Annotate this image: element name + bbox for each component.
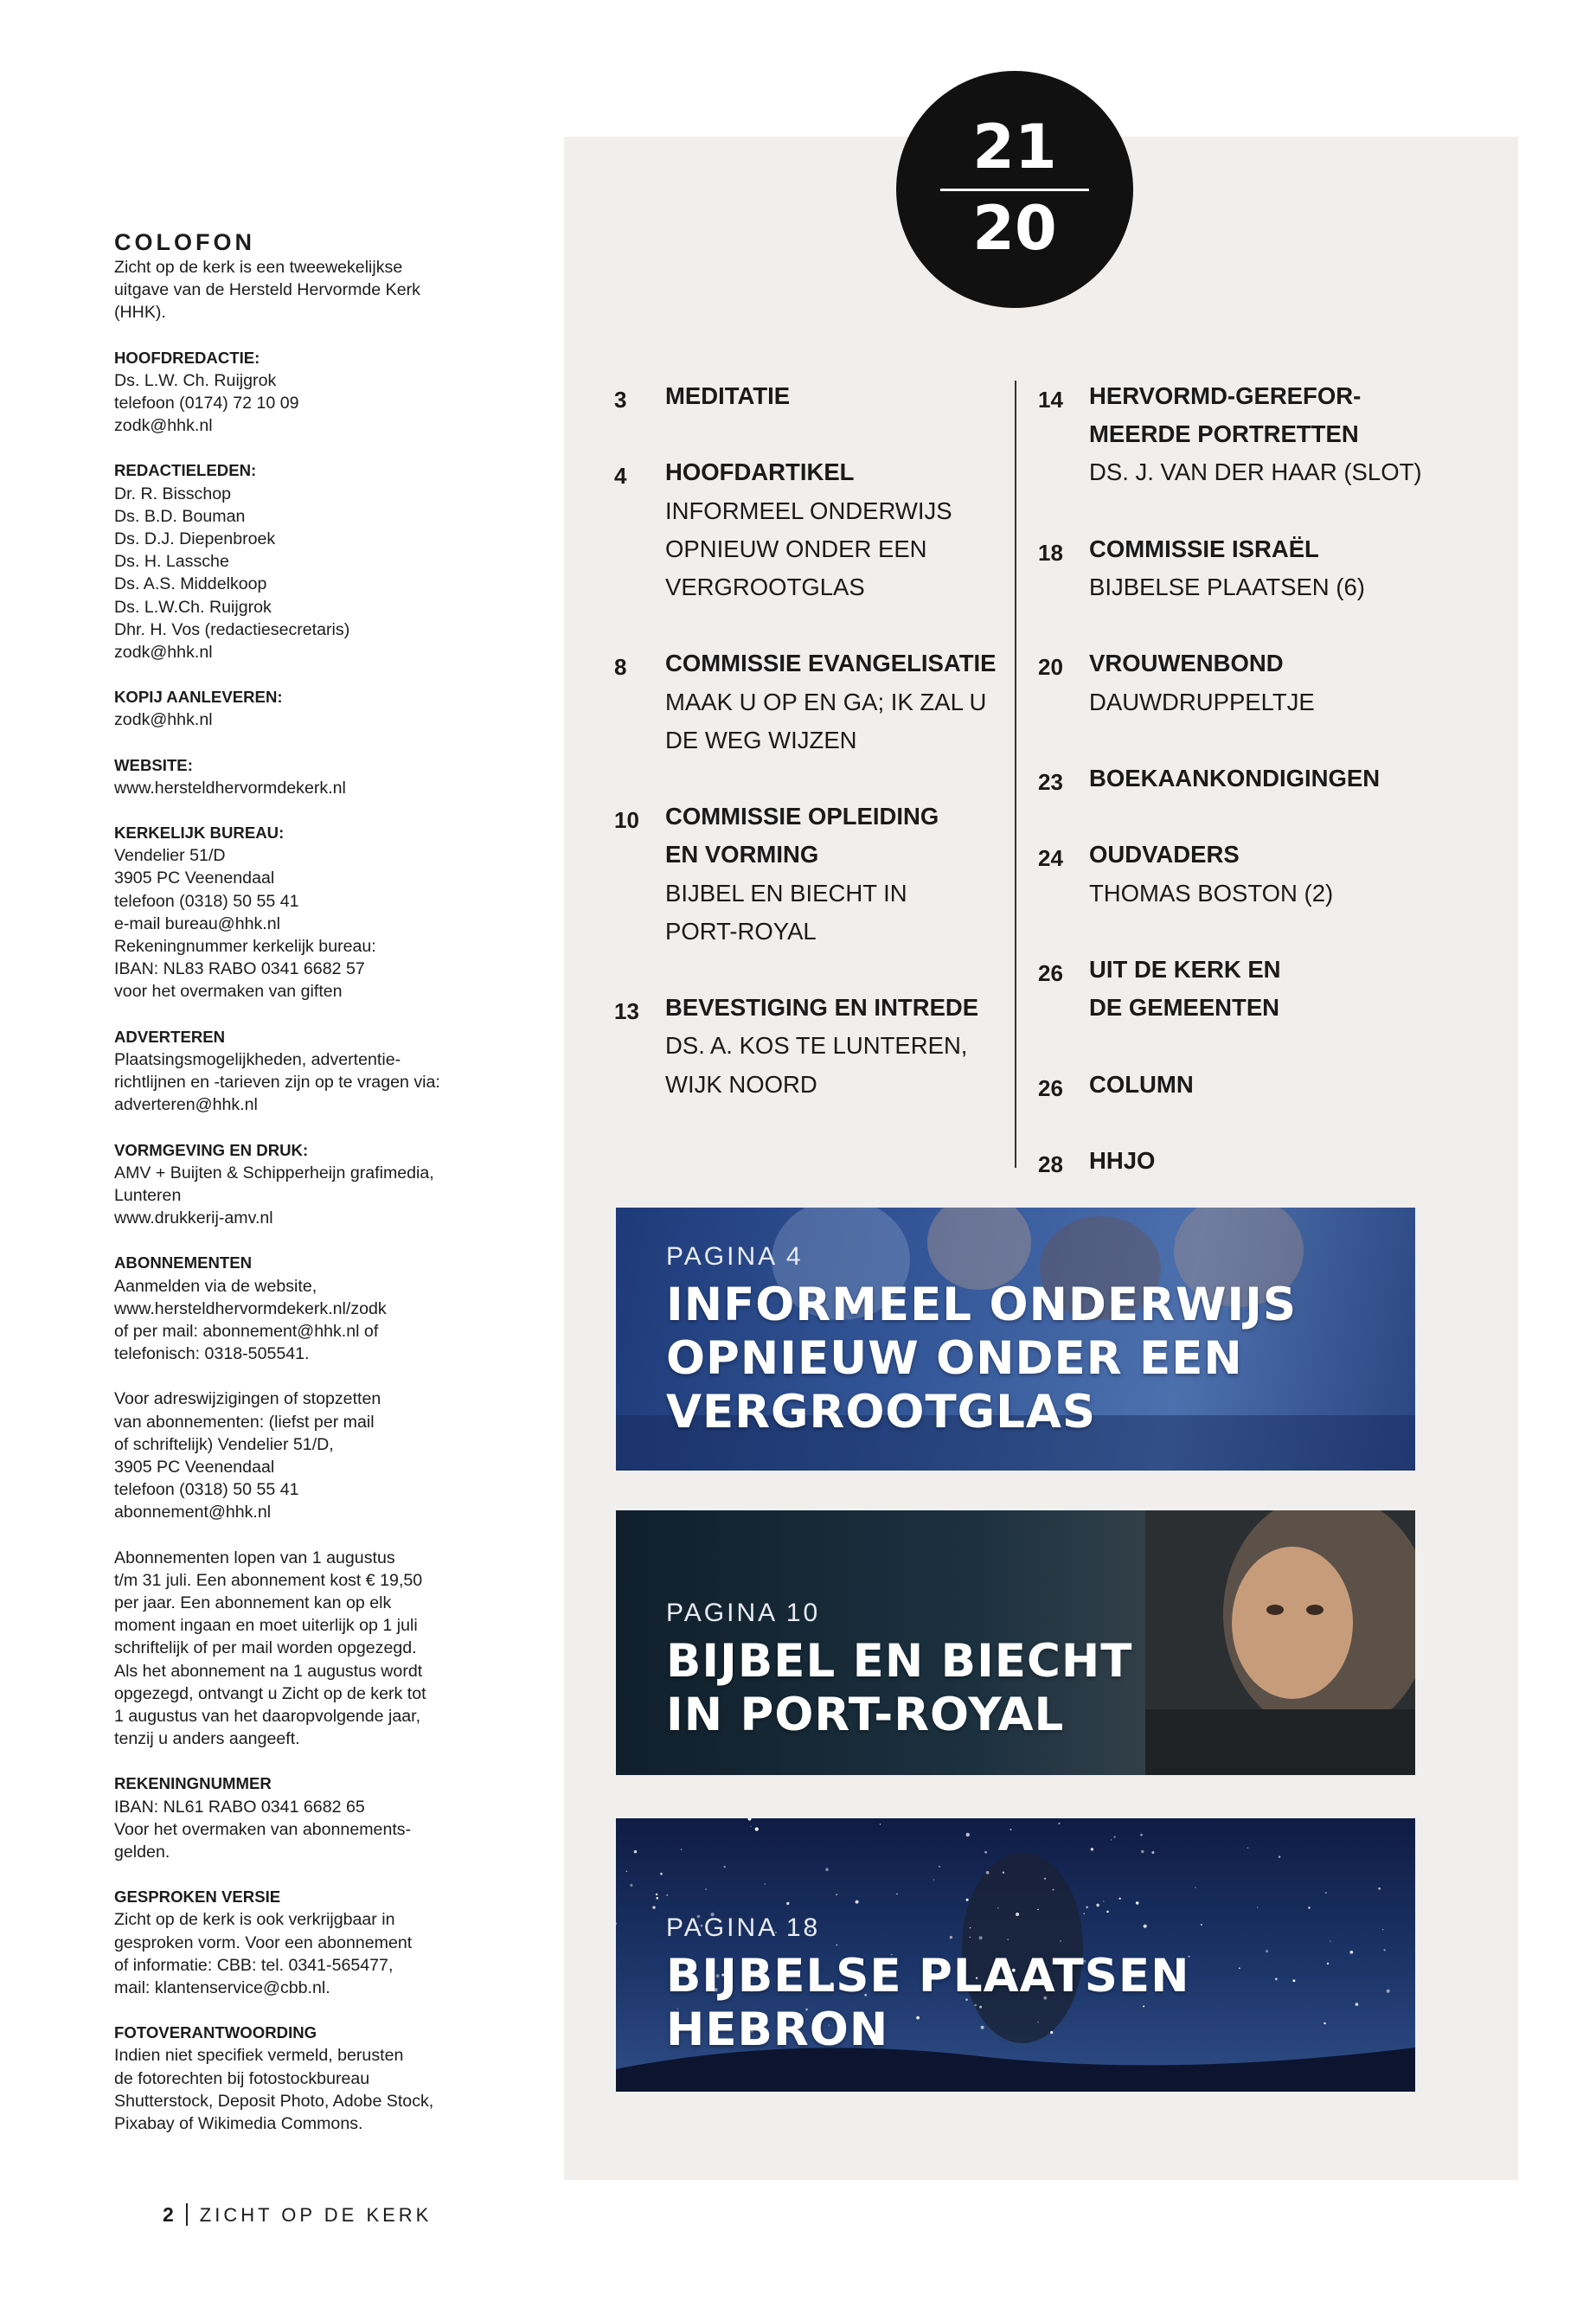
colofon-line: Dr. R. Bisschop xyxy=(114,484,232,503)
star-icon xyxy=(966,1899,969,1901)
issue-number-bottom: 20 xyxy=(972,193,1057,264)
toc-divider xyxy=(1015,381,1016,1168)
colofon-section-heading: ABONNEMENTEN xyxy=(114,1253,253,1272)
star-icon xyxy=(755,1827,759,1830)
toc-entry-text xyxy=(665,453,952,606)
toc-page-number: 24 xyxy=(1038,845,1063,872)
toc-title: VROUWENBOND xyxy=(1089,650,1284,677)
toc-entry-text xyxy=(1089,1142,1155,1180)
toc-subtitle: MAAK U OP EN GA; IK ZAL U xyxy=(665,688,987,715)
toc-subtitle: DAUWDRUPPELTJE xyxy=(1089,688,1315,715)
footer-divider xyxy=(186,2203,188,2226)
colofon-line: Als het abonnement na 1 augustus wordt xyxy=(114,1661,423,1681)
star-icon xyxy=(765,1883,766,1884)
colofon-title: COLOFON xyxy=(114,229,255,255)
banner-title-line: HEBRON xyxy=(666,2003,889,2056)
colofon-section-heading: KERKELIJK BUREAU: xyxy=(114,824,285,843)
star-icon xyxy=(1349,1951,1353,1954)
star-icon xyxy=(681,1849,683,1850)
colofon-line: www.drukkerij-amv.nl xyxy=(114,1208,273,1228)
colofon-line: Pixabay of Wikimedia Commons. xyxy=(114,2114,363,2134)
toc-title: EN VORMING xyxy=(665,841,819,868)
colofon-sections xyxy=(114,347,478,2136)
star-icon xyxy=(1325,1892,1327,1894)
banner-title-line: INFORMEEL ONDERWIJS xyxy=(666,1279,1298,1331)
toc-subtitle: BIJBEL EN BIECHT IN xyxy=(665,879,907,907)
star-icon xyxy=(1387,1990,1390,1993)
toc-page-number: 18 xyxy=(1038,539,1063,566)
star-icon xyxy=(1239,1967,1240,1969)
colofon-line: Ds. L.W.Ch. Ruijgrok xyxy=(114,597,272,617)
page-footer xyxy=(163,2202,432,2227)
star-icon xyxy=(1384,1949,1386,1951)
star-icon xyxy=(1058,1823,1060,1824)
star-icon xyxy=(616,1923,617,1926)
colofon-line: Dhr. H. Vos (redactiesecretaris) xyxy=(114,619,350,639)
colofon-section xyxy=(114,1772,478,1863)
banner-title-line: IN PORT-ROYAL xyxy=(666,1689,1065,1741)
toc-page-number: 4 xyxy=(614,463,627,490)
banner-title xyxy=(666,1950,1189,2057)
star-icon xyxy=(1266,1950,1268,1952)
star-icon xyxy=(880,1823,881,1824)
colofon-line: mail: klantenservice@cbb.nl. xyxy=(114,1978,330,1997)
star-icon xyxy=(748,1818,752,1821)
colofon-section-heading: FOTOVERANTWOORDING xyxy=(114,2023,317,2042)
colofon-section-heading: HOOFDREDACTIE: xyxy=(114,348,260,367)
star-icon xyxy=(1382,1929,1383,1930)
star-icon xyxy=(1086,1907,1088,1908)
star-icon xyxy=(1275,1977,1278,1980)
star-icon xyxy=(1053,1889,1054,1891)
star-icon xyxy=(984,1851,987,1854)
banner-page-label: PAGINA 4 xyxy=(666,1242,804,1271)
toc-title: BEVESTIGING EN INTREDE xyxy=(665,994,979,1022)
star-icon xyxy=(1141,1850,1144,1853)
colofon-section xyxy=(114,686,478,731)
colofon-line: of informatie: CBB: tel. 0341-565477, xyxy=(114,1955,394,1975)
banner-title-line: OPNIEUW ONDER EEN xyxy=(666,1332,1243,1385)
toc-page-number: 20 xyxy=(1038,654,1063,681)
banner-title xyxy=(666,1635,1132,1742)
star-icon xyxy=(652,1906,655,1908)
colofon-line: 1 augustus van het daaropvolgende jaar, xyxy=(114,1706,421,1726)
colofon-line: Plaatsingsmogelijkheden, advertentie- xyxy=(114,1049,401,1069)
toc-page-number: 14 xyxy=(1038,387,1063,413)
star-icon xyxy=(1111,1839,1112,1840)
colofon-line: adverteren@hhk.nl xyxy=(114,1095,258,1115)
star-icon xyxy=(1060,1940,1061,1942)
toc-title: UIT DE KERK EN xyxy=(1089,956,1281,983)
toc-subtitle: VERGROOTGLAS xyxy=(665,574,865,600)
star-icon xyxy=(1007,1939,1009,1940)
colofon-line: Ds. H. Lassche xyxy=(114,552,229,572)
star-icon xyxy=(1044,1878,1046,1880)
toc-title: HERVORMD-GEREFOR- xyxy=(1089,382,1362,409)
star-icon xyxy=(1113,1836,1115,1837)
toc-title: COMMISSIE ISRAËL xyxy=(1089,535,1319,562)
toc-title: COMMISSIE OPLEIDING xyxy=(665,803,939,830)
toc-subtitle: THOMAS BOSTON (2) xyxy=(1089,879,1334,907)
banner-title-line: BIJBELSE PLAATSEN xyxy=(666,1950,1190,2003)
colofon-intro-line: Zicht op de kerk is een tweewekelijkse xyxy=(114,258,403,277)
colofon-intro xyxy=(114,256,478,324)
colofon-line: Lunteren xyxy=(114,1185,182,1205)
star-icon xyxy=(939,1866,940,1868)
banner-port-royal[interactable] xyxy=(616,1510,1415,1775)
colofon-section xyxy=(114,2022,478,2135)
toc-subtitle: OPNIEUW ONDER EEN xyxy=(665,535,927,562)
toc-entry-text xyxy=(1089,1066,1194,1104)
star-icon xyxy=(950,1936,952,1939)
colofon-line: telefoon (0174) 72 10 09 xyxy=(114,394,299,413)
colofon-section-heading: GESPROKEN VERSIE xyxy=(114,1888,281,1907)
star-icon xyxy=(1356,2003,1359,2006)
toc-page-number: 26 xyxy=(1038,960,1063,986)
toc-subtitle: DS. A. KOS TE LUNTEREN, xyxy=(665,1032,968,1060)
toc-title: HOOFDARTIKEL xyxy=(665,458,855,486)
colofon-section xyxy=(114,1252,478,1365)
colofon-line: Ds. L.W. Ch. Ruijgrok xyxy=(114,370,277,390)
star-icon xyxy=(933,1879,934,1880)
colofon-line: Vendelier 51/D xyxy=(114,846,226,866)
colofon-line: Indien niet specifiek vermeld, berusten xyxy=(114,2046,404,2066)
colofon-section-heading: REKENINGNUMMER xyxy=(114,1774,272,1793)
toc-entry-text xyxy=(1089,530,1365,606)
colofon xyxy=(114,229,478,2157)
colofon-line: www.hersteldhervormdekerk.nl xyxy=(114,778,346,798)
banner-onderwijs[interactable] xyxy=(616,1208,1415,1471)
star-icon xyxy=(1324,2022,1325,2024)
star-icon xyxy=(630,1884,632,1887)
toc-page-number: 26 xyxy=(1038,1074,1063,1101)
colofon-section xyxy=(114,1547,478,1751)
banner-hebron[interactable] xyxy=(616,1818,1415,2092)
star-icon xyxy=(1279,1856,1280,1857)
toc-title: DE GEMEENTEN xyxy=(1089,994,1280,1022)
toc-title: COMMISSIE EVANGELISATIE xyxy=(665,650,997,677)
star-icon xyxy=(1144,1925,1147,1928)
star-icon xyxy=(836,1894,837,1895)
colofon-line: zodk@hhk.nl xyxy=(114,643,213,663)
colofon-line: Rekeningnummer kerkelijk bureau: xyxy=(114,937,376,957)
toc-title: HHJO xyxy=(1089,1147,1156,1174)
star-icon xyxy=(1003,1872,1004,1874)
colofon-section-heading: KOPIJ AANLEVEREN: xyxy=(114,688,283,707)
colofon-section xyxy=(114,754,478,799)
toc-subtitle: WIJK NOORD xyxy=(665,1070,817,1098)
colofon-line: of per mail: abonnement@hhk.nl of xyxy=(114,1321,379,1341)
star-icon xyxy=(1103,1900,1104,1901)
colofon-line: telefonisch: 0318-505541. xyxy=(114,1344,310,1364)
star-icon xyxy=(1016,1913,1019,1916)
colofon-section xyxy=(114,822,478,1003)
toc-entry-text xyxy=(665,989,978,1104)
star-icon xyxy=(856,1900,859,1904)
star-icon xyxy=(1136,1901,1139,1905)
colofon-line: opgezegd, ontvangt u Zicht op de kerk tot xyxy=(114,1683,426,1703)
colofon-line: telefoon (0318) 50 55 41 xyxy=(114,891,299,911)
star-icon xyxy=(1096,1904,1099,1907)
colofon-line: per jaar. Een abonnement kan op elk xyxy=(114,1593,392,1612)
banner-page-label: PAGINA 18 xyxy=(666,1913,821,1942)
star-icon xyxy=(1091,1848,1093,1850)
colofon-line: t/m 31 juli. Een abonnement kost € 19,50 xyxy=(114,1570,423,1590)
colofon-line: Ds. B.D. Bouman xyxy=(114,506,246,526)
star-icon xyxy=(997,1907,998,1908)
star-icon xyxy=(979,1936,983,1939)
star-icon xyxy=(986,1871,990,1875)
star-icon xyxy=(1010,1829,1012,1830)
star-icon xyxy=(1292,1979,1295,1982)
colofon-line: Voor adreswijzigingen of stopzetten xyxy=(114,1389,381,1409)
colofon-section xyxy=(114,1886,478,1999)
toc-entry-text xyxy=(1089,760,1380,798)
star-icon xyxy=(723,1866,726,1868)
colofon-line: Ds. A.S. Middelkoop xyxy=(114,574,267,594)
colofon-line: Aanmelden via de website, xyxy=(114,1276,317,1296)
banner-title-line: VERGROOTGLAS xyxy=(666,1386,1097,1439)
colofon-section xyxy=(114,1026,478,1117)
colofon-line: de fotorechten bij fotostockbureau xyxy=(114,2068,370,2088)
colofon-section-heading: ADVERTEREN xyxy=(114,1027,226,1046)
banner-title-line: BIJBEL EN BIECHT xyxy=(666,1635,1133,1688)
toc-subtitle: INFORMEEL ONDERWIJS xyxy=(665,497,952,524)
colofon-line: gesproken vorm. Voor een abonnement xyxy=(114,1932,413,1952)
toc-entry-text xyxy=(665,798,939,951)
star-icon xyxy=(750,1826,751,1827)
toc-page-number: 10 xyxy=(614,807,639,834)
colofon-section-heading: REDACTIELEDEN: xyxy=(114,461,257,480)
colofon-line: 3905 PC Veenendaal xyxy=(114,868,275,888)
star-icon xyxy=(656,1894,657,1895)
toc-subtitle: PORT-ROYAL xyxy=(665,917,817,945)
colofon-line: IBAN: NL83 RABO 0341 6682 57 xyxy=(114,959,365,979)
magazine-name: ZICHT OP DE KERK xyxy=(199,2204,433,2226)
colofon-line: zodk@hhk.nl xyxy=(114,710,213,730)
colofon-line: abonnement@hhk.nl xyxy=(114,1503,272,1522)
colofon-line: zodk@hhk.nl xyxy=(114,416,213,436)
colofon-line: gelden. xyxy=(114,1842,170,1862)
colofon-line: schriftelijk of per mail worden opgezegd. xyxy=(114,1638,417,1658)
toc-entry-text xyxy=(665,377,790,415)
star-icon xyxy=(705,1888,707,1890)
banner-page-label: PAGINA 10 xyxy=(666,1599,821,1627)
star-icon xyxy=(1247,1847,1249,1849)
issue-badge xyxy=(896,71,1133,308)
star-icon xyxy=(825,1868,829,1871)
colofon-section-heading: WEBSITE: xyxy=(114,755,193,774)
star-icon xyxy=(1084,1913,1085,1914)
toc-subtitle: DS. J. VAN DER HAAR (SLOT) xyxy=(1089,458,1422,486)
toc-subtitle: DE WEG WIJZEN xyxy=(665,726,857,753)
colofon-line: www.hersteldhervormdekerk.nl/zodk xyxy=(114,1298,387,1318)
colofon-line: tenzij u anders aangeeft. xyxy=(114,1729,300,1749)
toc-page-number: 8 xyxy=(614,654,627,681)
star-icon xyxy=(626,1871,628,1873)
toc-entry-text xyxy=(1089,377,1422,492)
star-icon xyxy=(1106,1911,1109,1913)
star-icon xyxy=(634,1850,637,1853)
star-icon xyxy=(1330,1940,1331,1941)
toc-entry-text xyxy=(665,644,997,760)
toc-title: BOEKAANKONDIGINGEN xyxy=(1089,765,1381,792)
colofon-line: Zicht op de kerk is ook verkrijgbaar in xyxy=(114,1910,395,1930)
banner-title xyxy=(666,1279,1297,1439)
colofon-line: Voor het overmaken van abonnements- xyxy=(114,1819,412,1839)
issue-number-top: 21 xyxy=(972,112,1057,183)
toc-entry-text xyxy=(1089,836,1333,912)
colofon-section xyxy=(114,347,478,438)
colofon-section xyxy=(114,459,478,663)
star-icon xyxy=(657,1897,659,1900)
toc-title: MEERDE PORTRETTEN xyxy=(1089,420,1359,448)
colofon-intro-line: uitgave van de Hersteld Hervormde Kerk xyxy=(114,280,420,300)
colofon-line: AMV + Buijten & Schipperheijn grafimedia, xyxy=(114,1163,434,1183)
star-icon xyxy=(836,1945,838,1946)
top-margin xyxy=(0,0,564,190)
colofon-line: Abonnementen lopen van 1 augustus xyxy=(114,1548,395,1567)
colofon-section xyxy=(114,1388,478,1523)
star-icon xyxy=(1037,1909,1039,1911)
star-icon xyxy=(1151,1851,1154,1854)
star-icon xyxy=(660,1873,663,1875)
star-icon xyxy=(966,1833,970,1836)
star-icon xyxy=(1308,1907,1310,1908)
star-icon xyxy=(1119,1898,1121,1900)
colofon-intro-line: (HHK). xyxy=(114,303,166,323)
portrait-image xyxy=(1145,1510,1415,1775)
colofon-line: van abonnementen: (liefst per mail xyxy=(114,1412,375,1432)
toc-page-number: 3 xyxy=(614,387,627,413)
toc-title: OUDVADERS xyxy=(1089,841,1240,868)
toc-page-number: 23 xyxy=(1038,769,1063,795)
toc-subtitle: BIJBELSE PLAATSEN (6) xyxy=(1089,574,1365,600)
colofon-section-heading: VORMGEVING EN DRUK: xyxy=(114,1140,309,1159)
toc-page-number: 13 xyxy=(614,998,639,1025)
colofon-section xyxy=(114,1139,478,1230)
star-icon xyxy=(970,1937,971,1938)
toc-title: MEDITATIE xyxy=(665,382,791,409)
toc-title: COLUMN xyxy=(1089,1070,1194,1098)
colofon-line: Ds. D.J. Diepenbroek xyxy=(114,529,276,549)
colofon-line: 3905 PC Veenendaal xyxy=(114,1457,275,1477)
toc-entry-text xyxy=(1089,644,1315,721)
colofon-line: voor het overmaken van giften xyxy=(114,982,343,1002)
star-icon xyxy=(970,1927,971,1928)
star-icon xyxy=(1140,1834,1143,1836)
toc-page-number: 28 xyxy=(1038,1151,1063,1177)
star-icon xyxy=(1327,1963,1329,1965)
colofon-line: IBAN: NL61 RABO 0341 6682 65 xyxy=(114,1797,365,1817)
star-icon xyxy=(786,1902,789,1905)
star-icon xyxy=(666,1894,668,1896)
colofon-line: of schriftelijk) Vendelier 51/D, xyxy=(114,1434,334,1454)
colofon-line: e-mail bureau@hhk.nl xyxy=(114,913,280,933)
page-number: 2 xyxy=(163,2203,174,2226)
colofon-line: telefoon (0318) 50 55 41 xyxy=(114,1480,299,1500)
colofon-line: richtlijnen en -tarieven zijn op te vragen via: xyxy=(114,1073,440,1093)
toc-entry-text xyxy=(1089,951,1281,1027)
star-icon xyxy=(1378,1888,1381,1890)
colofon-line: moment ingaan en moet uiterlijk op 1 juli xyxy=(114,1616,418,1636)
colofon-line: Shutterstock, Deposit Photo, Adobe Stock, xyxy=(114,2091,434,2111)
star-icon xyxy=(1201,1924,1202,1926)
issue-divider xyxy=(940,189,1089,191)
